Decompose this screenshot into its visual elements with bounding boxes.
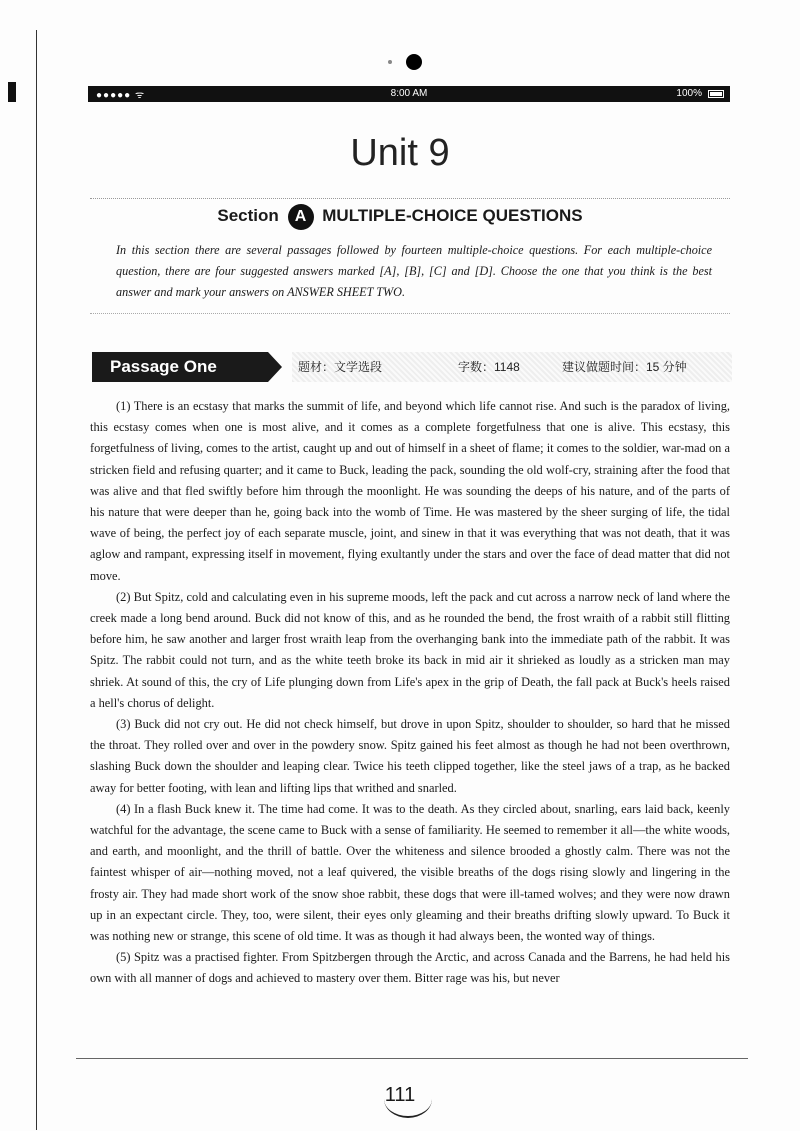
status-bar xyxy=(88,86,730,102)
section-instructions: In this section there are several passages followed by fourteen multiple-choice questions. For each multiple-choice question, there are four suggested answers marked [A], [B], [C] and [D]. Choose the one that you think is the best answer and mark your answers on ANSWER SHEET TWO. xyxy=(116,243,712,299)
passage-label: Passage One xyxy=(92,352,268,382)
passage-suggested-time: 建议做题时间：15 分钟 xyxy=(562,360,687,374)
passage-topic: 题材：文学选段 xyxy=(298,360,383,374)
section-badge: A xyxy=(288,204,314,230)
passage-word-count: 字数：1148 xyxy=(458,360,520,374)
section-heading xyxy=(0,204,800,230)
unit-title: Unit 9 xyxy=(350,132,450,174)
page-number: 111 xyxy=(384,1084,416,1106)
paragraph-3: (3) Buck did not cry out. He did not check himself, but drove in upon Spitz, shoulder to shoulder, so hard that he missed the throat. They rolled over and over in the powdery snow. Spitz gained his feet almost as though he had not been overthrown, slashing Buck down the shoulder and leaping clear. Twice his teeth clipped together, like the steel jaws of a trap, as he backed away for better footing, with lean and lifting lips that writhed and snarled. xyxy=(90,717,730,795)
scan-edge-mark xyxy=(8,82,16,102)
paragraph-5: (5) Spitz was a practised fighter. From Spitzbergen through the Arctic, and across Canada and the Barrens, he had held his own with all manner of dogs and achieved to mastery over them. Bitter rage was his, but never xyxy=(90,950,730,986)
page-bottom-rule xyxy=(76,1058,748,1059)
camera-sensor-icon xyxy=(388,60,392,64)
scan-left-rule xyxy=(36,30,37,1130)
battery-percent: 100% xyxy=(676,88,702,99)
status-time: 8:00 AM xyxy=(390,88,428,99)
camera-icon xyxy=(406,54,422,70)
passage-meta xyxy=(292,352,732,382)
passage-body xyxy=(90,396,730,990)
section-title: MULTIPLE-CHOICE QUESTIONS xyxy=(322,206,583,225)
passage-header xyxy=(92,352,732,382)
paragraph-1: (1) There is an ecstasy that marks the summit of life, and beyond which life cannot rise. And such is the paradox of living, this ecstasy comes when one is most alive, and it comes as a complete forgetfulness that one is alive. This ecstasy, this forgetfulness of living, comes to the artist, caught up and out of himself in a sheet of flame; it comes to the soldier, war-mad on a stricken field and refusing quarter; and it came to Buck, leading the pack, sounding the old wolf-cry, straining after the food that was alive and that fled swiftly before him through the moonlight. He was sounding the deeps of his nature, and of the parts of his nature that were deeper than he, going back into the womb of Time. He was mastered by the sheer surging of life, the tidal wave of being, the perfect joy of each separate muscle, joint, and sinew in that it was everything that was not death, that it was aglow and rampant, expressing itself in movement, flying exultantly under the stars and over the face of dead matter that did not move. xyxy=(90,399,730,583)
paragraph-4: (4) In a flash Buck knew it. The time had come. It was to the death. As they circled about, snarling, ears laid back, keenly watchful for the advantage, the scene came to Buck with a sense of familiarity. He seemed to remember it all—the white woods, and earth, and moonlight, and the thrill of battle. Over the whiteness and silence brooded a ghostly calm. There was not the faintest whisper of air—nothing moved, not a leaf quivered, the visible breaths of the dogs rising slowly and lingering in the frosty air. They had made short work of the snow shoe rabbit, these dogs that were ill-tamed wolves; and they were now drawn up in an expectant circle. They, too, were silent, their eyes only gleaming and their breaths drifting slowly upward. To Buck it was nothing new or strange, this scene of old time. It was as though it had always been, the wonted way of things. xyxy=(90,801,730,944)
signal-indicator: ●●●●● ᯤ xyxy=(96,90,146,101)
paragraph-2: (2) But Spitz, cold and calculating even in his supreme moods, left the pack and cut across a narrow neck of land where the creek made a long bend around. Buck did not know of this, and as he rounded the bend, the frost wraith of a rabbit still flitting before him, he saw another and larger frost wraith leap from the overhanging bank into the immediate path of the rabbit. It was Spitz. The rabbit could not turn, and as the white teeth broke its back in mid air it shrieked as loudly as a stricken man may shriek. At sound of this, the cry of Life plunging down from Life's apex in the grip of Death, the fall pack at Buck's heels raised a hell's chorus of delight. xyxy=(90,589,730,710)
battery-icon xyxy=(708,90,724,98)
section-label: Section xyxy=(217,206,279,225)
